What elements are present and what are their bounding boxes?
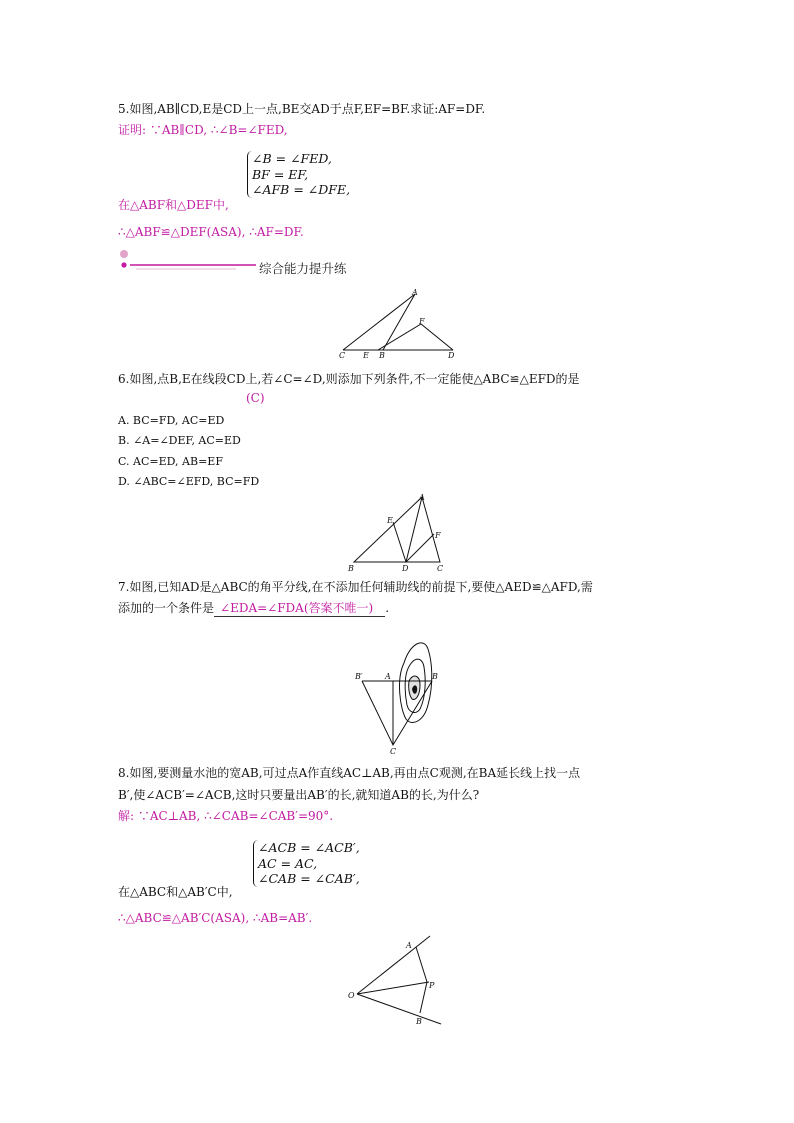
fig8-label-a: A — [385, 672, 391, 681]
q6-option-a: A. BC=FD, AC=ED — [118, 414, 225, 427]
q5-conclusion: ∴△ABF≌△DEF(ASA), ∴AF=DF. — [118, 225, 304, 239]
fig6-label-e: E — [363, 351, 369, 360]
q8-conclusion: ∴△ABC≌△AB′C(ASA), ∴AB=AB′. — [118, 911, 313, 925]
q5-in-triangles: 在△ABF和△DEF中, — [118, 198, 229, 212]
q8-stem-line1: 8.如图,要测量水池的宽AB,可过点A作直线AC⊥AB,再由点C观测,在BA延长线上找一点 — [118, 766, 581, 780]
fig6-label-c: C — [339, 351, 346, 360]
fig6-label-a: A — [412, 288, 418, 297]
q5-eq-2: BF = EF, — [252, 166, 309, 182]
q7-answer: ∠EDA=∠FDA(答案不唯一) — [220, 601, 374, 615]
figure-q6 — [335, 288, 465, 360]
figure-q9-angle-bisector — [343, 930, 453, 1028]
q6-option-b: B. ∠A=∠DEF, AC=ED — [118, 434, 241, 447]
fig9-label-b: B — [416, 1017, 422, 1026]
fig7-label-f: F — [435, 531, 441, 540]
q7-suffix: . — [385, 601, 390, 615]
q5-stem: 5.如图,AB∥CD,E是CD上一点,BE交AD于点F,EF=BF.求证:AF=DF. — [118, 102, 486, 116]
fig9-label-a: A — [406, 941, 412, 950]
fig8-label-b-prime: B′ — [355, 672, 363, 681]
q6-answer: (C) — [246, 391, 265, 405]
figure-q7 — [340, 488, 455, 574]
fig8-label-b: B — [432, 672, 438, 681]
q6-stem: 6.如图,点B,E在线段CD上,若∠C=∠D,则添加下列条件,不一定能使△ABC≌△EFD的是 — [118, 372, 580, 386]
fig6-label-f: F — [419, 317, 425, 326]
q8-equation-system — [253, 840, 360, 887]
q7-stem-line1: 7.如图,已知AD是△ABC的角平分线,在不添加任何辅助线的前提下,要使△AED≌△AFD,需 — [118, 580, 593, 594]
q8-eq-2: AC = AC, — [258, 855, 318, 871]
fig8-label-c: C — [390, 747, 397, 756]
fig9-label-o: O — [348, 991, 355, 1000]
fig6-label-b: B — [379, 351, 385, 360]
q8-eq-1: ∠ACB = ∠ACB′, — [258, 840, 360, 855]
q7-stem-line2 — [118, 599, 389, 617]
q7-prefix: 添加的一个条件是 — [118, 601, 215, 615]
q5-eq-3: ∠AFB = ∠DFE, — [252, 182, 351, 197]
q5-proof-intro: 证明: ∵AB∥CD, ∴∠B=∠FED, — [118, 123, 288, 137]
fig6-label-d: D — [448, 351, 455, 360]
q8-in-triangles: 在△ABC和△AB′C中, — [118, 885, 233, 899]
q6-option-d: D. ∠ABC=∠EFD, BC=FD — [118, 475, 260, 488]
fig7-label-c: C — [437, 564, 444, 573]
q6-option-c: C. AC=ED, AB=EF — [118, 455, 223, 468]
q8-solution-intro: 解: ∵AC⊥AB, ∴∠CAB=∠CAB′=90°. — [118, 809, 334, 823]
q8-eq-3: ∠CAB = ∠CAB′, — [258, 871, 360, 886]
q8-stem-line2: B′,使∠ACB′=∠ACB,这时只要量出AB′的长,就知道AB的长,为什么? — [118, 788, 480, 802]
q5-equation-system — [247, 151, 350, 198]
fig7-label-b: B — [348, 564, 354, 573]
q5-eq-1: ∠B = ∠FED, — [252, 151, 332, 166]
fig7-label-e: E — [387, 516, 393, 525]
fig9-label-p: P — [429, 981, 435, 990]
fig7-label-a: A — [419, 493, 425, 502]
section-title: 综合能力提升练 — [259, 261, 347, 276]
section-decoration — [116, 250, 256, 274]
figure-q8 — [352, 635, 452, 757]
fig7-label-d: D — [402, 564, 409, 573]
